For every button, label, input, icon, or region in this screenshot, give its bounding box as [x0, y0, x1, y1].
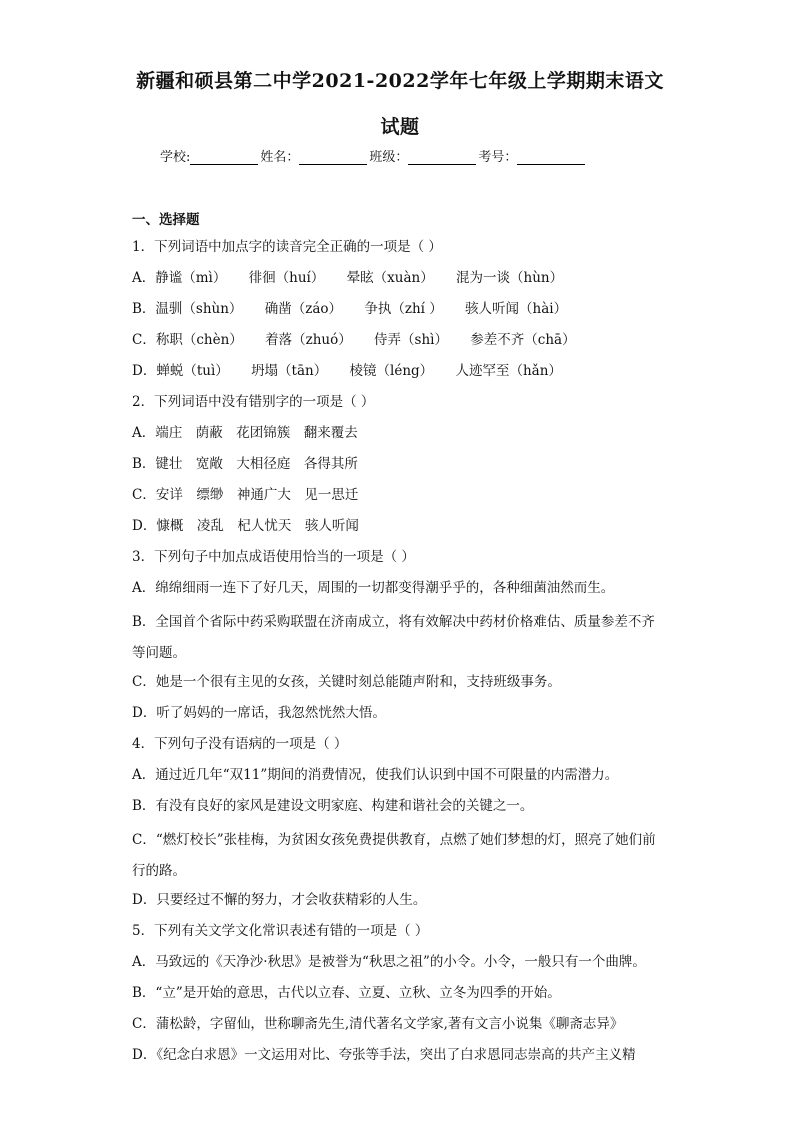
class-label: 班级：: [369, 150, 409, 165]
q1-option-d: [132, 359, 562, 379]
q2-option-a: A．端庄 荫蔽 花团锦簇 翻来覆去: [132, 425, 358, 441]
exam-number-blank[interactable]: [517, 150, 585, 165]
q1-a-item: A．静谧（mì）: [132, 270, 227, 286]
q1-b-item: 骇人听闻（hài）: [465, 301, 568, 317]
q3-option-c: C．她是一个很有主见的女孩，关键时刻总能随声附和，支持班级事务。: [132, 674, 561, 690]
q2-option-d: D．慷概 凌乱 杞人忧天 骇人听闻: [132, 518, 359, 534]
q1-d-item: 坍塌（tān）: [251, 363, 328, 379]
q4-option-a: A．通过近几年“双11”期间的消费情况，使我们认识到中国不可限量的内需潜力。: [132, 767, 619, 783]
name-label: 姓名：: [260, 150, 300, 165]
q1-b-item: 确凿（záo）: [264, 301, 343, 317]
q1-c-item: 参差不齐（chā）: [470, 332, 576, 348]
q5-option-d: D．《纪念白求恩》一文运用对比、夸张等手法，突出了白求恩同志崇高的共产主义精: [132, 1047, 636, 1063]
exam-title-line2: 试题: [380, 116, 420, 138]
q5-option-c: C．蒲松龄，字留仙，世称聊斋先生,清代著名文学家,著有文言小说集《聊斋志异》: [132, 1016, 624, 1032]
q4-stem: 4．下列句子没有语病的一项是（ ）: [132, 736, 348, 752]
q1-c-item: 着落（zhuó）: [265, 332, 352, 348]
q5-option-a: A．马致远的《天净沙·秋思》是被誉为“秋思之祖”的小令。小令，一般只有一个曲牌。: [132, 954, 646, 970]
q1-c-item: C．称职（chèn）: [132, 332, 243, 348]
q1-a-item: 徘徊（huí）: [248, 270, 325, 286]
q1-option-a: [132, 266, 563, 286]
q1-a-item: 混为一谈（hùn）: [456, 270, 564, 286]
q3-option-d: D．听了妈妈的一席话，我忽然恍然大悟。: [132, 705, 386, 721]
q1-c-item: 侍弄（shì）: [374, 332, 448, 348]
q2-option-b: B．键壮 宽敞 大相径庭 各得其所: [132, 456, 358, 472]
q2-stem: 2．下列词语中没有错别字的一项是（ ）: [132, 394, 375, 410]
exam-number-label: 考号：: [478, 150, 518, 165]
student-info-row: [160, 146, 640, 165]
q4-option-c: C．“燃灯校长”张桂梅，为贫困女孩免费提供教育，点燃了她们梦想的灯，照亮了她们前行的路。: [132, 832, 656, 879]
name-blank[interactable]: [299, 150, 367, 165]
q3-option-a: A．绵绵细雨一连下了好几天，周围的一切都变得潮乎乎的，各种细菌油然而生。: [132, 580, 615, 596]
q1-d-item: 棱镜（léng）: [349, 363, 434, 379]
school-label: 学校:: [160, 150, 191, 165]
q4-option-d: D．只要经过不懈的努力，才会收获精彩的人生。: [132, 892, 427, 908]
q1-d-item: D．蝉蜕（tuì）: [132, 363, 229, 379]
section-title: 一、选择题: [132, 212, 200, 228]
q5-option-b: B．“立”是开始的意思，古代以立春、立夏、立秋、立冬为四季的开始。: [132, 985, 561, 1001]
q3-option-b: B．全国首个省际中药采购联盟在济南成立，将有效解决中药材价格难估、质量参差不齐等问题。: [132, 614, 655, 661]
q1-stem: 1．下列词语中加点字的读音完全正确的一项是（ ）: [132, 239, 442, 255]
q1-a-item: 晕眩（xuàn）: [346, 270, 434, 286]
q3-stem: 3．下列句子中加点成语使用恰当的一项是（ ）: [132, 549, 415, 565]
class-blank[interactable]: [408, 150, 476, 165]
q5-stem: 5．下列有关文学文化常识表述有错的一项是（ ）: [132, 923, 429, 939]
school-blank[interactable]: [190, 150, 258, 165]
q1-option-c: [132, 328, 576, 348]
q1-d-item: 人迹罕至（hǎn）: [455, 363, 562, 379]
q1-option-b: [132, 297, 567, 317]
q2-option-c: C．安详 缥缈 神通广大 见一思迁: [132, 487, 359, 503]
q1-b-item: B．温驯（shùn）: [132, 301, 243, 317]
exam-title-line1: 新疆和硕县第二中学2021-2022学年七年级上学期期末语文: [136, 70, 664, 92]
q1-b-item: 争执（zhí ）: [364, 301, 443, 317]
q4-option-b: B．有没有良好的家风是建设文明家庭、构建和谐社会的关键之一。: [132, 798, 534, 814]
